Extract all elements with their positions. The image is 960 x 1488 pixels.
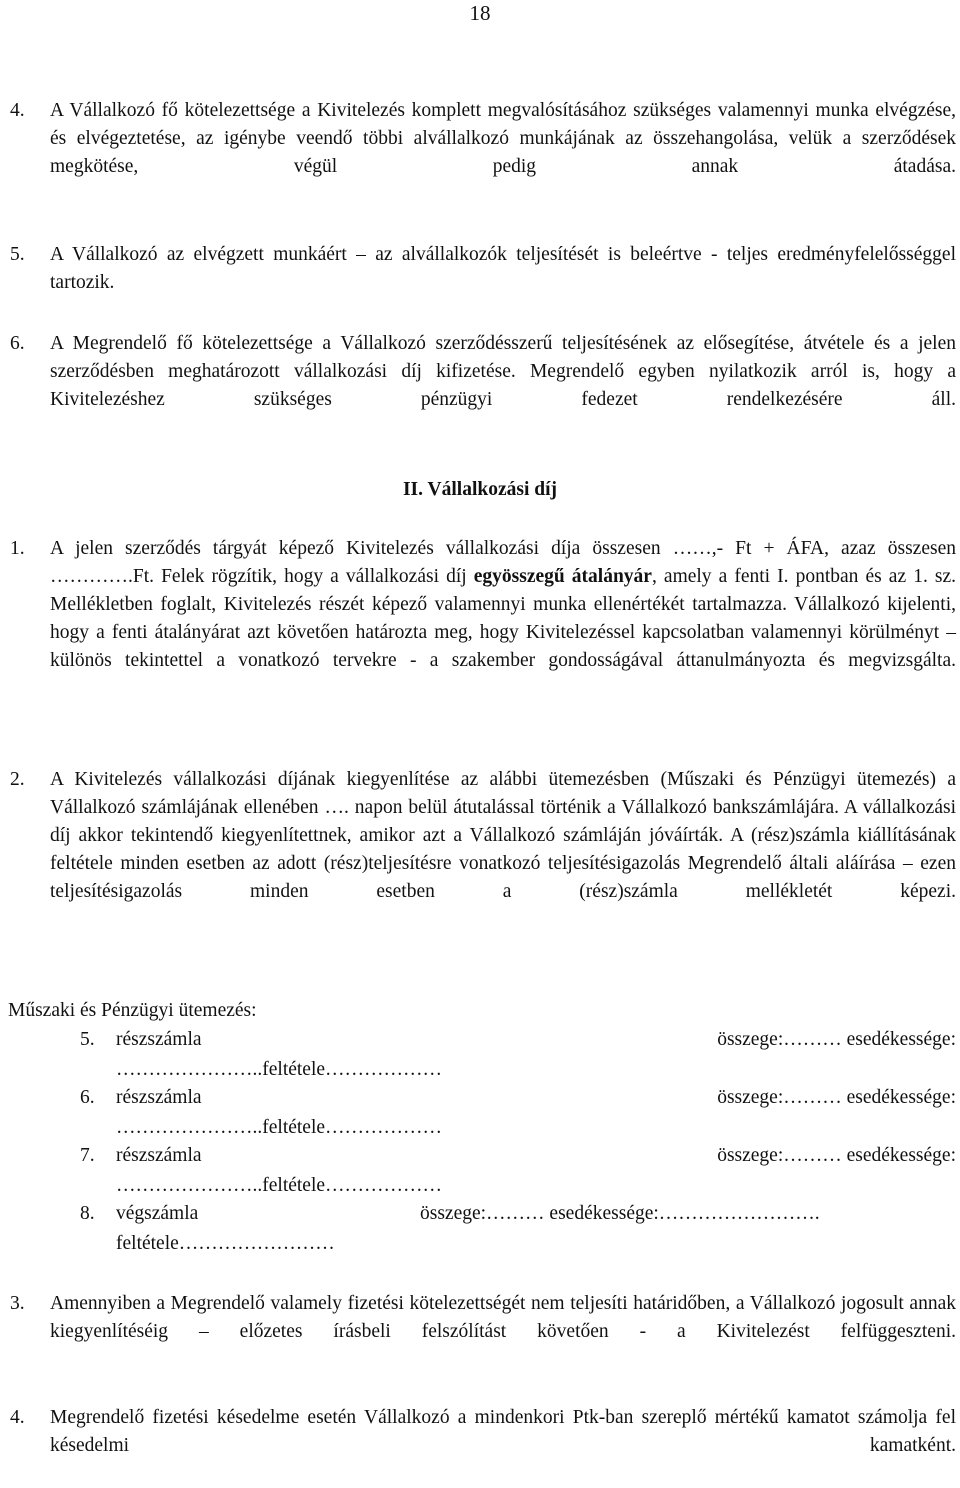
- clause-number: 4.: [10, 1407, 25, 1428]
- clause-number: 5.: [10, 244, 25, 265]
- clause-5: [10, 241, 956, 325]
- clause-text: A Kivitelezés vállalkozási díjának kiegyenlítése az alábbi ütemezésben (Műszaki és Pénzügyi ütemezés) a Vállalkozó számlájának ellenében …. napon belül átutalással történik a Vállalkozó bankszámlájára. A vállalkozási díj akkor tekintendő kiegyenlítettnek, amikor azt a Vállalkozó számláján jóváírták. A (rész)számla kiállításának feltétele minden esetben az adott (rész)teljesítésre vonatkozó teljesítésigazolás Megrendelő általi aláírása – ezen teljesítésigazolás minden esetben a (rész)számla mellékletét képezi.: [50, 769, 956, 902]
- clause-text-part: A jelen szerződés tárgyát képező Kivitelezés vállalkozási díja összesen ……,- Ft + ÁFA, azaz összesen ………….Ft. Felek rögzítik, hogy a vállalkozási díj: [50, 538, 956, 587]
- schedule-row-number: 8.: [80, 1203, 95, 1224]
- schedule-row-condition: …………………..feltétele………………: [116, 1059, 443, 1080]
- clause-text-part: , amely a fenti I. pontban és az 1. sz. Mellékletben foglalt, Kivitelezés részét képező valamennyi munka ellenértékét tartalmazza. Vállalkozó kijelenti, hogy a fenti átalányárat azt követően határozta meg, hogy Kivitelezéssel kapcsolatban valamennyi körülményt – különös tekintettel a vonatkozó tervekre - a szakember gondosságával áttanulmányozta és megvizsgálta.: [50, 566, 957, 671]
- schedule-row-label: végszámla: [116, 1203, 199, 1224]
- clause-number: 6.: [10, 333, 25, 354]
- clause-number: 2.: [10, 769, 25, 790]
- clause-number: 1.: [10, 538, 25, 559]
- section-heading: II. Vállalkozási díj: [402, 479, 558, 500]
- clause-number: 4.: [10, 100, 25, 121]
- clause-text: A Vállalkozó fő kötelezettsége a Kivitelezés komplett megvalósításához szükséges valamennyi munka elvégzése, és elvégeztetése, az igénybe veendő többi alvállalkozó munkájának az összehangolása, velük a szerződések megkötése, végül pedig annak átadása.: [50, 100, 956, 177]
- clause-text: A Vállalkozó az elvégzett munkáért – az alvállalkozók teljesítését is beleértve - teljes eredményfelelősséggel tartozik.: [50, 244, 956, 293]
- schedule-title: Műszaki és Pénzügyi ütemezés:: [8, 1000, 257, 1021]
- schedule-row-amount: összege:……… esedékessége:: [717, 1145, 956, 1166]
- schedule-row-number: 7.: [80, 1145, 95, 1166]
- schedule-row-amount: összege:……… esedékessége:: [717, 1087, 956, 1108]
- clause-text: [50, 535, 956, 703]
- page-number: 18: [469, 1, 491, 25]
- schedule-row-condition: …………………..feltétele………………: [116, 1175, 443, 1196]
- schedule-row-label: részszámla: [116, 1087, 202, 1108]
- schedule-row-condition: …………………..feltétele………………: [116, 1117, 443, 1138]
- clause-text: A Megrendelő fő kötelezettsége a Vállalkozó szerződésszerű teljesítésének az elősegítése, átvétele és a jelen szerződésben meghatározott vállalkozási díj kifizetése. Megrendelő egyben nyilatkozik arról is, hogy a Kivitelezéshez szükséges pénzügyi fedezet rendelkezésére áll.: [50, 333, 956, 410]
- fee-clause-4: [10, 1404, 956, 1488]
- schedule-row-condition: feltétele……………………: [116, 1233, 335, 1254]
- schedule-row-number: 6.: [80, 1087, 95, 1108]
- fee-clause-1: [10, 535, 956, 703]
- schedule-row-amount: összege:……… esedékessége:: [717, 1029, 956, 1050]
- fee-clause-2: [10, 766, 956, 934]
- fee-clause-3: [10, 1290, 956, 1374]
- schedule-row-label: részszámla: [116, 1145, 202, 1166]
- schedule-row-number: 5.: [80, 1029, 95, 1050]
- clause-number: 3.: [10, 1293, 25, 1314]
- clause-4: [10, 97, 956, 209]
- clause-text: Megrendelő fizetési késedelme esetén Vállalkozó a mindenkori Ptk-ban szereplő mértékű kamatot számolja fel késedelmi kamatként.: [50, 1407, 956, 1456]
- clause-text: Amennyiben a Megrendelő valamely fizetési kötelezettségét nem teljesíti határidőben, a Vállalkozó jogosult annak kiegyenlítéséig – előzetes írásbeli felszólítást követően - a Kivitelezést felfüggeszteni.: [50, 1293, 956, 1342]
- schedule-row-label: részszámla: [116, 1029, 202, 1050]
- lump-sum-term: egyösszegű átalányár: [473, 566, 652, 587]
- clause-6: [10, 330, 956, 442]
- schedule-row-amount: összege:……… esedékessége:…………………….: [420, 1203, 820, 1224]
